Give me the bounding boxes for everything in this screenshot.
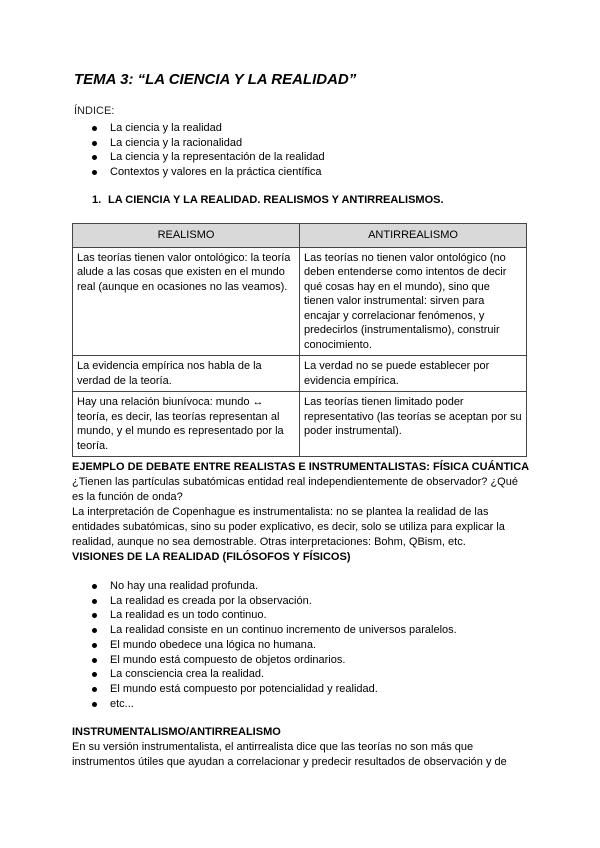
table-cell: Las teorías tienen limitado poder representativo (las teorías se aceptan por su poder instrumental). xyxy=(300,392,527,457)
index-label: ÍNDICE: xyxy=(74,105,115,117)
instrumentalismo-paragraph: En su versión instrumentalista, el antirrealista dice que las teorías no son más que instrumentos útiles que ayudan a correlacionar y predecir resultados de observación y de xyxy=(72,741,507,768)
list-item: El mundo está compuesto de objetos ordinarios. xyxy=(90,653,457,668)
visiones-heading: VISIONES DE LA REALIDAD (FILÓSOFOS Y FÍSICOS) xyxy=(72,551,351,563)
index-list xyxy=(90,121,325,180)
visiones-list xyxy=(90,579,457,711)
debate-section xyxy=(72,460,532,565)
list-item: La realidad consiste en un continuo incremento de universos paralelos. xyxy=(90,623,457,638)
instrumentalismo-heading: INSTRUMENTALISMO/ANTIRREALISMO xyxy=(72,726,281,738)
header-realismo: REALISMO xyxy=(73,224,300,248)
document-title: TEMA 3: “LA CIENCIA Y LA REALIDAD” xyxy=(74,71,357,88)
list-item: La ciencia y la racionalidad xyxy=(90,136,325,151)
section-title: LA CIENCIA Y LA REALIDAD. REALISMOS Y ANTIRREALISMOS. xyxy=(108,194,444,206)
list-item: La realidad es un todo continuo. xyxy=(90,608,457,623)
list-item: El mundo está compuesto por potencialidad y realidad. xyxy=(90,682,457,697)
list-item: La ciencia y la realidad xyxy=(90,121,325,136)
debate-paragraph: La interpretación de Copenhague es instrumentalista: no se plantea la realidad de las entidades subatómicas, sino su poder explicativo, es decir, solo se utiliza para explicar la realidad, aunque no sea demostrable. Otras interpretaciones: Bohm, QBism, etc. xyxy=(72,506,505,548)
table-cell: Hay una relación biunívoca: mundo ↔ teoría, es decir, las teorías representan al mundo, y el mundo es representado por la teoría. xyxy=(73,392,300,457)
table-row xyxy=(73,392,527,457)
section-heading xyxy=(92,194,444,206)
list-item: Contextos y valores en la práctica científica xyxy=(90,165,325,180)
table-row xyxy=(73,356,527,392)
table-cell: Las teorías no tienen valor ontológico (no deben entenderse como intentos de decir qué cosas hay en el mundo), sino que tienen valor instrumental: sirven para encajar y correlacionar fenómenos, y predecirlos (instrumentalismo), construir conocimiento. xyxy=(300,247,527,356)
comparison-table xyxy=(72,223,527,457)
table-row xyxy=(73,247,527,356)
debate-heading: EJEMPLO DE DEBATE ENTRE REALISTAS E INSTRUMENTALISTAS: FÍSICA CUÁNTICA xyxy=(72,461,530,473)
list-item: El mundo obedece una lógica no humana. xyxy=(90,638,457,653)
instrumentalismo-section xyxy=(72,725,532,770)
table-cell: La evidencia empírica nos habla de la verdad de la teoría. xyxy=(73,356,300,392)
list-item: La consciencia crea la realidad. xyxy=(90,667,457,682)
list-item: etc... xyxy=(90,697,457,712)
list-item: No hay una realidad profunda. xyxy=(90,579,457,594)
debate-paragraph: ¿Tienen las partículas subatómicas entidad real independientemente de observador? ¿Qué es la función de onda? xyxy=(72,476,518,503)
list-item: La realidad es creada por la observación. xyxy=(90,594,457,609)
header-antirrealismo: ANTIRREALISMO xyxy=(300,224,527,248)
table-cell: Las teorías tienen valor ontológico: la teoría alude a las cosas que existen en el mundo real (aunque en ocasiones no las veamos). xyxy=(73,247,300,356)
list-item: La ciencia y la representación de la realidad xyxy=(90,150,325,165)
section-number: 1. xyxy=(92,194,102,206)
table-header-row xyxy=(73,224,527,248)
table-cell: La verdad no se puede establecer por evidencia empírica. xyxy=(300,356,527,392)
